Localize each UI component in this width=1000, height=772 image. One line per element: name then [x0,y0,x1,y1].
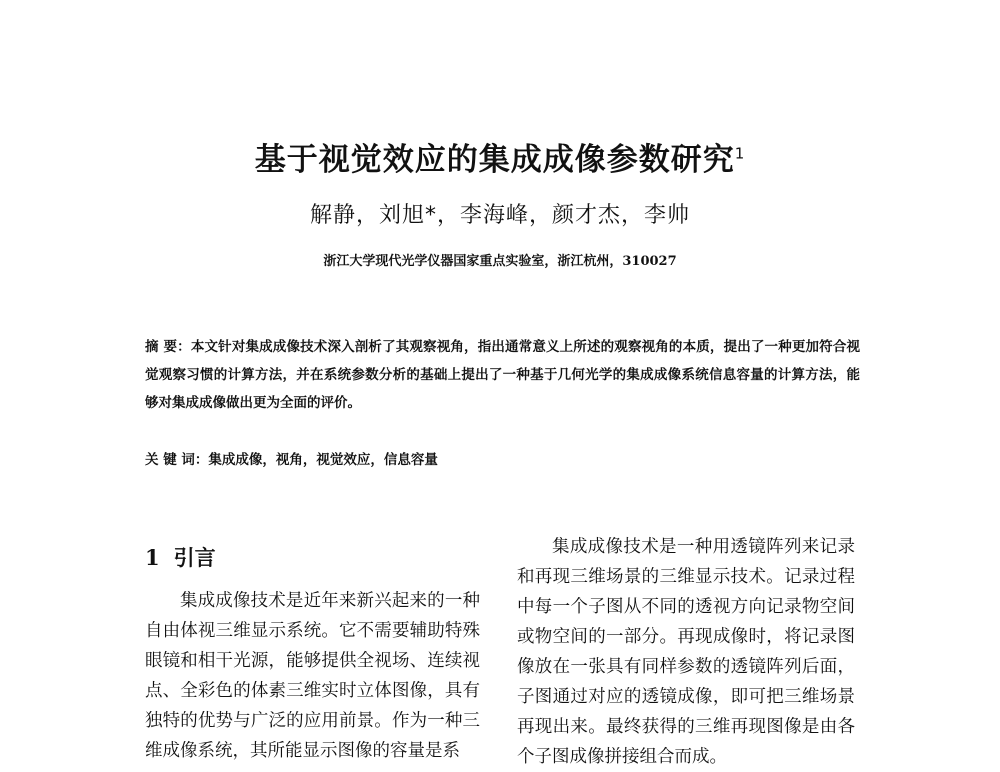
body-paragraph-left: 集成成像技术是近年来新兴起来的一种自由体视三维显示系统。它不需要辅助特殊眼镜和相干光源，能够提供全视场、连续视点、全彩色的体素三维实时立体图像，具有独特的优势与广泛的应用前景。作为一种三维成像系统，其所能显示图像的容量是系 [145,591,480,761]
abstract [145,333,860,417]
keywords-label: 关 键 词： [145,452,209,468]
keywords-text: 集成成像，视角，视觉效应，信息容量 [208,452,438,468]
keywords [145,449,860,471]
section-title: 引言 [173,546,216,570]
paper-title [0,140,1000,180]
title-footnote-marker: 1 [734,144,746,163]
section-number: 1 [145,545,160,570]
author-list: 解静，刘旭*，李海峰，颜才杰，李帅 [309,203,690,228]
affiliation: 浙江大学现代光学仪器国家重点实验室，浙江杭州，310027 [323,254,677,269]
abstract-label: 摘 要： [145,339,191,355]
abstract-text: 本文针对集成成像技术深入剖析了其观察视角，指出通常意义上所述的观察视角的本质，提出了一种更加符合视觉观察习惯的计算方法，并在系统参数分析的基础上提出了一种基于几何光学的集成成像系统信息容量的计算方法，能够对集成成像做出更为全面的评价。 [145,339,861,411]
paper-title-text: 基于视觉效应的集成成像参数研究 [254,142,735,178]
section-heading-introduction [145,541,216,575]
body-paragraph-right: 集成成像技术是一种用透镜阵列来记录和再现三维场景的三维显示技术。记录过程中每一个子图从不同的透视方向记录物空间或物空间的一部分。再现成像时，将记录图像放在一张具有同样参数的透镜阵列后面，子图通过对应的透镜成像，即可把三维场景再现出来。最终获得的三维再现图像是由各个子图成像拼接组合而成。 [517,537,855,767]
